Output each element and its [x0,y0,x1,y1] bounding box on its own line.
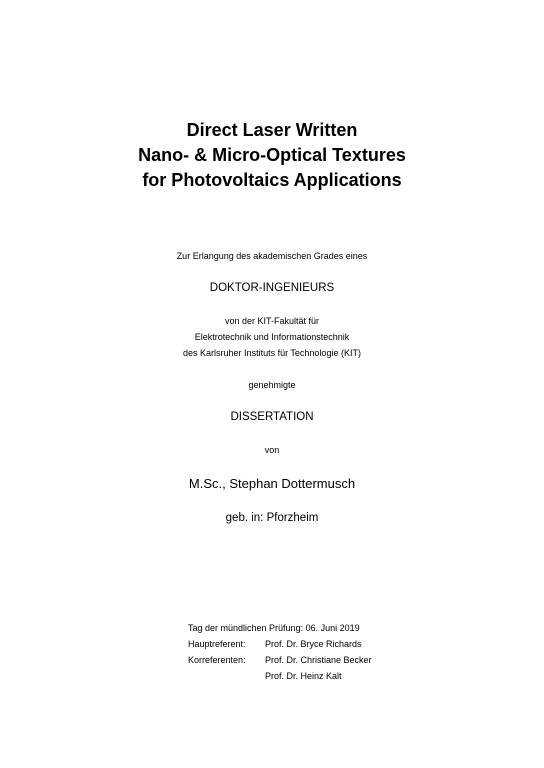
main-referee-name: Prof. Dr. Bryce Richards [265,639,362,649]
exam-label-spacer [188,668,265,684]
document-type: DISSERTATION [230,411,314,423]
exam-date-row [188,620,448,636]
birthplace: geb. in: Pforzheim [225,512,319,524]
co-referees-label: Korreferenten: [188,655,246,665]
main-referee-row [188,636,448,652]
author-name: M.Sc., Stephan Dottermusch [188,476,356,491]
approved-label: genehmigte [248,380,296,390]
title-line-3: for Photovoltaics Applications [142,170,402,190]
faculty-block [0,313,544,361]
faculty-line-2: Elektrotechnik und Informationstechnik [194,332,350,342]
thesis-title [0,118,544,193]
faculty-line-1: von der KIT-Fakultät für [224,316,320,326]
exam-date: Tag der mündlichen Prüfung: 06. Juni 2019 [188,623,360,633]
title-line-2: Nano- & Micro-Optical Textures [138,145,406,165]
co-referee-name-2: Prof. Dr. Heinz Kalt [265,671,342,681]
co-referee-row [188,652,448,668]
co-referee-row-2 [188,668,448,684]
by-label: von [264,445,280,455]
co-referee-name-1: Prof. Dr. Christiane Becker [265,655,372,665]
exam-details [188,620,448,684]
main-referee-label: Hauptreferent: [188,639,246,649]
faculty-line-3: des Karlsruher Instituts für Technologie (KIT) [183,348,361,358]
degree-intro: Zur Erlangung des akademischen Grades eines [176,251,368,261]
title-line-1: Direct Laser Written [186,120,358,140]
degree-name: DOKTOR-INGENIEURS [209,282,335,294]
